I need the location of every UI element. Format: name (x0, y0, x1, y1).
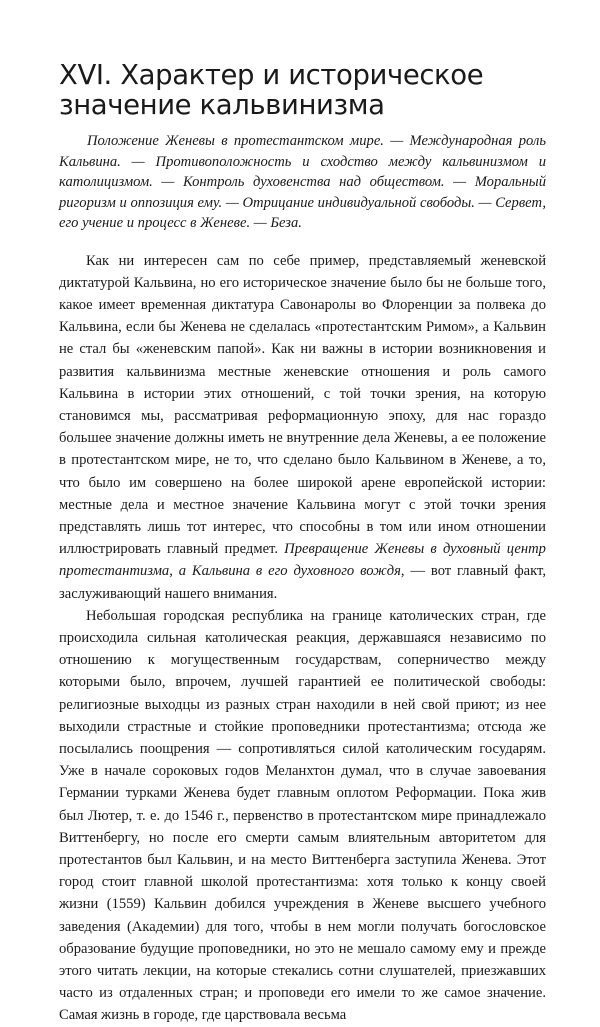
chapter-title (59, 60, 546, 120)
chapter-title-line-2: значение кальвинизма (59, 89, 385, 121)
paragraph-1 (59, 250, 546, 605)
chapter-body (59, 250, 546, 1027)
paragraph-2: Небольшая городская республика на границе католических стран, где происходила сильная католическая реакция, державшаяся независимо по отношению к могущественным государствам, соперничество между которыми было, впрочем, лучшей гарантией ее политической свободы: религиозные выходцы из разных стран находили в ней свой приют; из нее выходили страстные и стойкие проповедники протестантизма; отсюда же посылались поощрения — сопротивляться силой католическим государям. Уже в начале сороковых годов Меланхтон думал, что в случае завоевания Германии турками Женева будет главным оплотом Реформации. Пока жив был Лютер, т. е. до 1546 г., первенство в протестантском мире принадлежало Виттенбергу, но после его смерти самым влиятельным авторитетом для протестантов был Кальвин, и на место Виттенберга заступила Женева. Этот город стоит главной школой протестантизма: хотя только к концу своей жизни (1559) Кальвин добился учреждения в Женеве высшего учебного заведения (Академии) для того, чтобы в нем могли получать богословское образование будущие проповедники, но это не мешало самому ему и прежде этого читать лекции, на которые стекались сотни слушателей, приезжавших часто из отдаленных стран; и проповеди его имели то же самое значение. Самая жизнь в городе, где царствовала весьма (59, 607, 546, 1024)
chapter-title-line-1: XVI. Характер и историческое (59, 59, 484, 91)
book-page (59, 60, 546, 1027)
paragraph-1-text: Как ни интересен сам по себе пример, представляемый женевской диктатурой Кальвина, но его историческое значение было бы не больше того, какое имеет временная диктатура Савонаролы во Флоренции за полвека до Кальвина, если бы Женева не сделалась «протестантским Римом», а Кальвин не стал бы «женевским папой». Как ни важны в истории возникновения и развития кальвинизма местные женевские отношения и роль самого Кальвина в истории этих отношений, с той точки зрения, на которую становимся мы, рассматривая реформационную эпоху, для нас гораздо большее значение должны иметь не внутренние дела Женевы, а ее положение в протестантском мире, не то, что сделано было Кальвином в Женеве, а то, что было им совершено на более широкой арене европейской истории: местные дела и местное значение Кальвина могут с этой точки зрения представлять лишь тот интерес, что способны в том или ином отношении иллюстрировать главный предмет. (59, 252, 546, 558)
chapter-summary: Положение Женевы в протестантском мире. — Международная роль Кальвина. — Противоположность и сходство между кальвинизмом и католицизмом. — Контроль духовенства над обществом. — Моральный ригоризм и оппозиция ему. — Отрицание индивидуальной свободы. — Сервет, его учение и процесс в Женеве. — Беза. (59, 133, 546, 231)
paragraph-1-emphasis: Превращение Женевы в духовный центр протестантизма, а Кальвина в его духовного вождя, (59, 541, 546, 580)
paragraph-1-tail: — вот главный факт, заслуживающий нашего внимания. (59, 563, 546, 602)
